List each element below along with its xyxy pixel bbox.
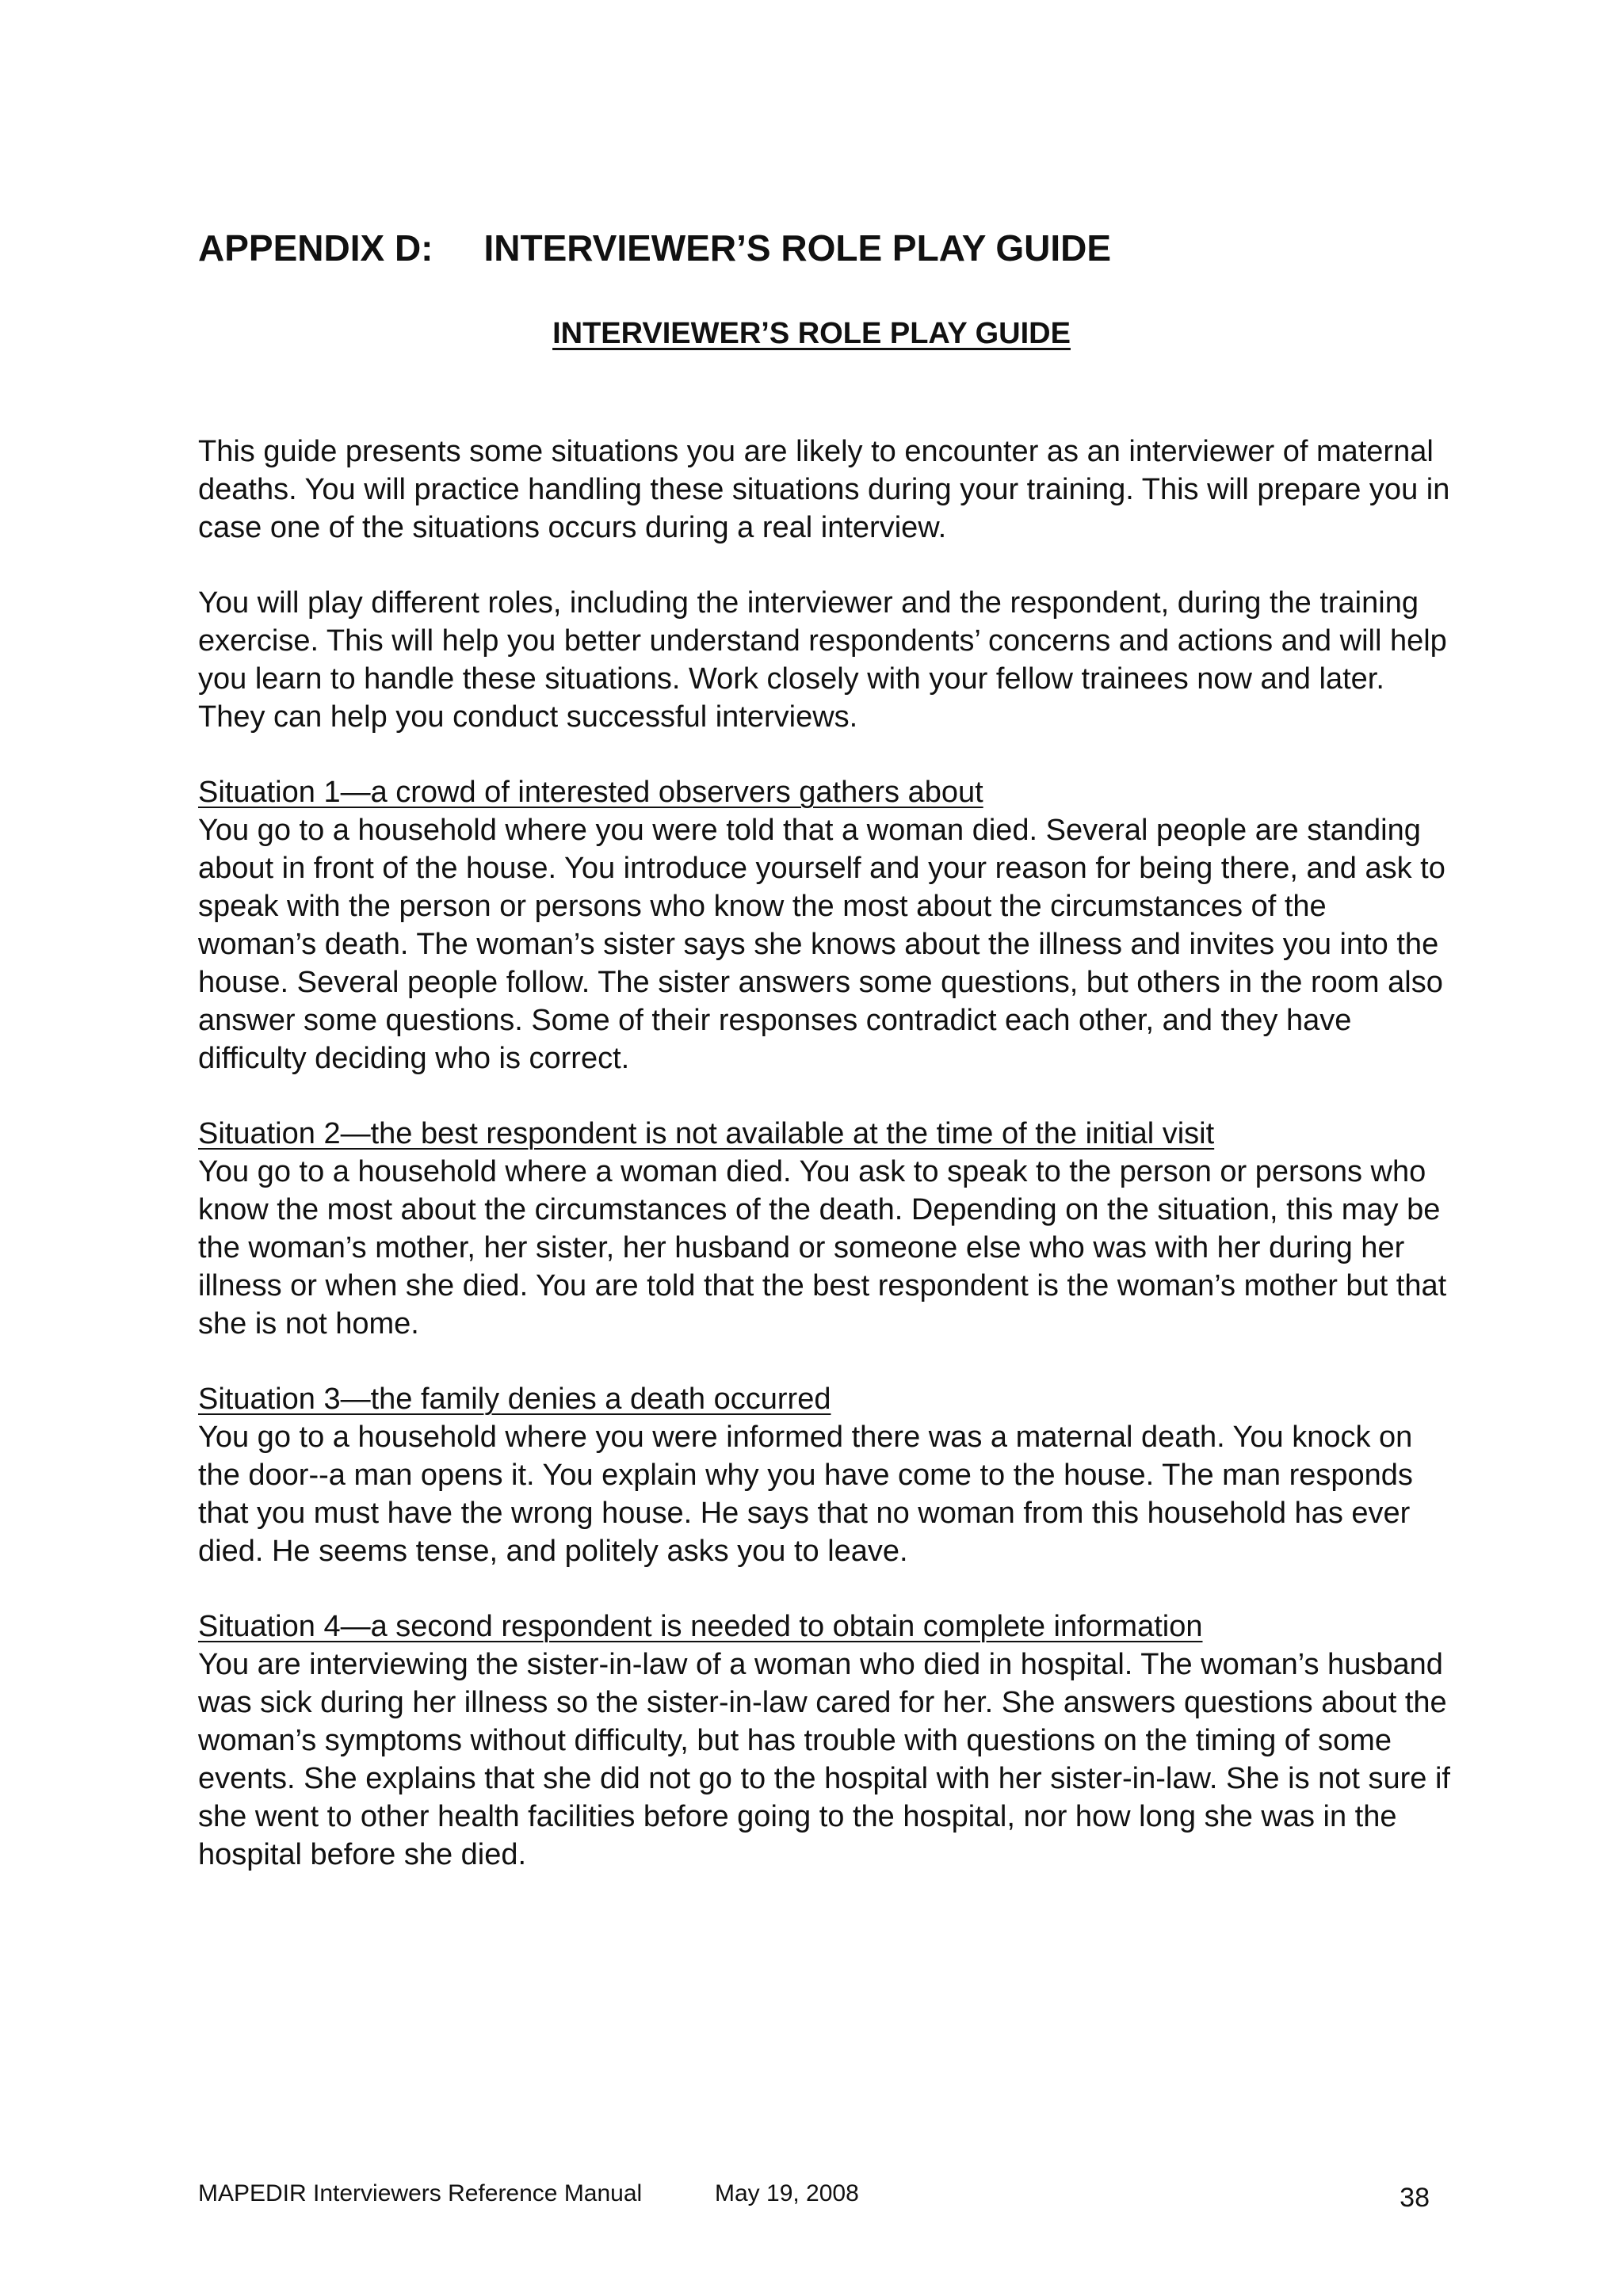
situation-1 [198,773,1450,1077]
situation-2 [198,1115,1450,1343]
situation-3-title: Situation 3—the family denies a death occurred [198,1383,831,1416]
section-subheading: INTERVIEWER’S ROLE PLAY GUIDE [552,317,1071,350]
footer-date: May 19, 2008 [715,2180,859,2206]
situation-2-title: Situation 2—the best respondent is not available at the time of the initial visit [198,1117,1215,1150]
intro-paragraph-2: You will play different roles, including the interviewer and the respondent, during the training exercise. This will help you better understand respondents’ concerns and actions and will help you learn to handle these situations. Work closely with your fellow trainees now and later. They can help you conduct successful interviews. [198,586,1447,734]
intro-paragraph-1: This guide presents some situations you are likely to encounter as an interviewer of maternal deaths. You will practice handling these situations during your training. This will prepare you in case one of the situations occurs during a real interview. [198,435,1450,544]
situation-1-text: You go to a household where you were told that a woman died. Several people are standing about in front of the house. You introduce yourself and your reason for being there, and ask to speak with the person or persons who know the most about the circumstances of the woman’s death. The woman’s sister says she knows about the illness and invites you into the house. Several people follow. The sister answers some questions, but others in the room also answer some questions. Some of their responses contradict each other, and they have difficulty deciding who is correct. [198,814,1445,1075]
page-number: 38 [1400,2183,1430,2213]
footer-manual-title: MAPEDIR Interviewers Reference Manual [198,2180,643,2206]
situation-3-text: You go to a household where you were informed there was a maternal death. You knock on the door--a man opens it. You explain why you have come to the house. The man responds that you must have the wrong house. He says that no woman from this household has ever died. He seems tense, and politely asks you to leave. [198,1421,1413,1568]
situation-4-title: Situation 4—a second respondent is needed to obtain complete information [198,1610,1203,1643]
situation-3 [198,1380,1450,1570]
appendix-heading [198,227,1111,269]
situation-4 [198,1608,1450,1874]
situation-1-title: Situation 1—a crowd of interested observers gathers about [198,776,983,809]
situation-2-text: You go to a household where a woman died. You ask to speak to the person or persons who know the most about the circumstances of the death. Depending on the situation, this may be the woman’s mother, her sister, her husband or someone else who was with her during her illness or when she died. You are told that the best respondent is the woman’s mother but that she is not home. [198,1155,1447,1341]
situation-4-text: You are interviewing the sister-in-law of a woman who died in hospital. The woman’s husband was sick during her illness so the sister-in-law cared for her. She answers questions about the woman’s symptoms without difficulty, but has trouble with questions on the timing of some events. She explains that she did not go to the hospital with her sister-in-law. She is not sure if she went to other health facilities before going to the hospital, nor how long she was in the hospital before she died. [198,1648,1450,1871]
appendix-label: APPENDIX D: [198,227,433,269]
appendix-title: INTERVIEWER’S ROLE PLAY GUIDE [483,227,1112,269]
document-body [198,433,1450,1874]
